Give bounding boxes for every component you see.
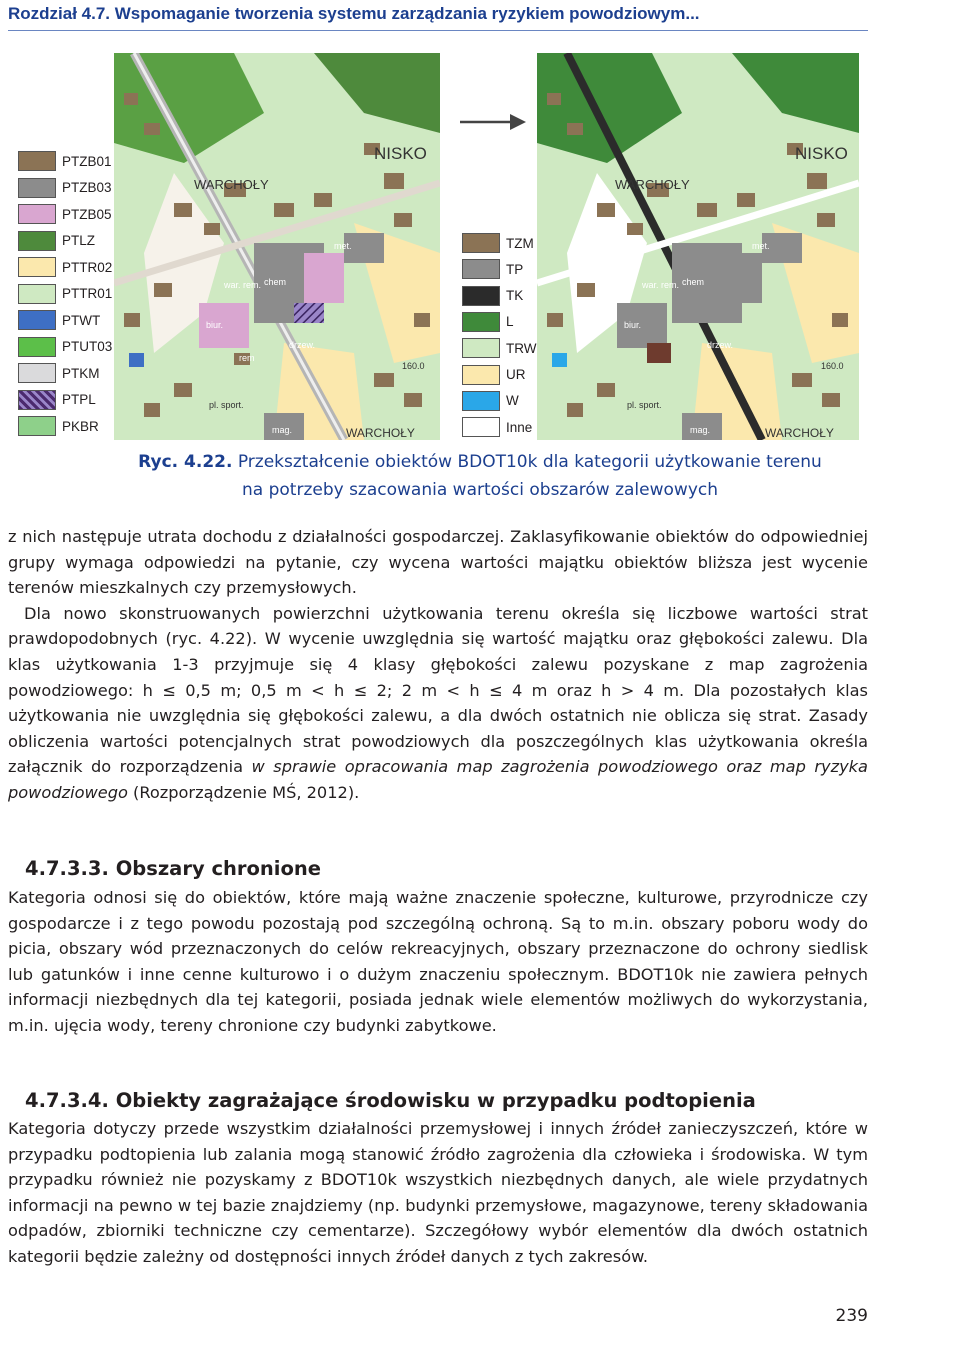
transform-arrow-icon	[460, 112, 526, 132]
village-label-2: WARCHOŁY	[346, 426, 415, 440]
legend-label: PTKM	[62, 365, 100, 381]
legend-swatch	[462, 391, 500, 411]
legend-item	[18, 389, 96, 411]
legend-swatch	[462, 312, 500, 332]
legend-label: L	[506, 314, 514, 330]
legend-item	[462, 258, 523, 280]
legend-item	[18, 362, 100, 384]
legend-swatch	[462, 338, 500, 358]
map-after	[537, 53, 859, 440]
legend-label: Inne	[506, 419, 533, 435]
legend-label: TRW	[506, 340, 537, 356]
caption-line-1: Przekształcenie obiektów BDOT10k dla kategorii użytkowanie terenu	[237, 452, 822, 472]
map-chem: chem	[682, 277, 705, 287]
legend-label: PKBR	[62, 418, 99, 434]
legend-label: TP	[506, 261, 524, 277]
legend-label: PTTR01	[62, 286, 113, 301]
legend-after	[462, 232, 540, 442]
legend-swatch	[18, 178, 56, 198]
legend-item	[18, 177, 112, 199]
map-met: met.	[752, 241, 770, 251]
legend-label: PTWT	[62, 312, 101, 328]
legend-swatch	[18, 416, 56, 436]
caption-line-2: na potrzeby szacowania wartości obszarów zalewowych	[242, 480, 718, 500]
legend-swatch	[18, 363, 56, 383]
legend-item	[462, 337, 537, 359]
legend-item	[462, 232, 534, 254]
map-sport: pl. sport.	[209, 400, 244, 410]
paragraph-2-end: (Rozporządzenie MŚ, 2012).	[127, 782, 360, 802]
legend-swatch	[462, 233, 500, 253]
legend-swatch	[462, 286, 500, 306]
legend-label: PTZB05	[62, 206, 112, 222]
map-drzew: drzew.	[707, 340, 734, 350]
regulation-title: w sprawie opracowania map zagrożenia powodziowego oraz map ryzyka powodziowego	[8, 757, 868, 802]
paragraph-1: z nich następuje utrata dochodu z działalności gospodarczej. Zaklasyfikowanie obiektów do odpowiedniej grupy wymaga odpowiedzi na pytanie, czy wycena wartości majątku obiektów bliższa jest wycenie terenów mieszkalnych czy przemysłowych.	[8, 527, 868, 598]
legend-before	[18, 150, 118, 440]
legend-swatch	[18, 231, 56, 251]
legend-item	[462, 311, 514, 333]
legend-swatch	[462, 417, 500, 437]
legend-label: PTUT03	[62, 339, 113, 354]
paragraph-2	[8, 601, 868, 806]
legend-item	[18, 203, 112, 225]
legend-swatch	[18, 151, 56, 171]
body-block-3	[8, 1116, 868, 1270]
legend-label: UR	[506, 367, 526, 382]
legend-item	[18, 283, 112, 305]
running-header: Rozdział 4.7. Wspomaganie tworzenia systemu zarządzania ryzykiem powodziowym...	[8, 4, 700, 23]
map-biur: biur.	[206, 320, 224, 330]
legend-swatch	[18, 257, 56, 277]
legend-item	[18, 415, 99, 437]
legend-label: PTLZ	[62, 233, 96, 248]
map-mag: mag.	[272, 425, 293, 435]
paragraph-4: Kategoria dotyczy przede wszystkim działalności przemysłowej i innych źródeł zanieczyszczeń, które w przypadku podtopienia lub zalania mogą stanowić źródło zagrożenia dla człowieka i środowiska. W tym przypadku również nie pozyskamy z BDOT10k wszystkich niezbędnych danych, ale wiele przydatnych informacji na pewno w tej bazie znajdziemy (np. budynki przemysłowe, magazynowe, tereny składowania odpadów, zbiorniki techniczne czy cementarze). Szczegółowy wybór elementów dla dwóch ostatnich kategorii będzie zależny od dostępności innych źródeł danych z tych zakresów.	[8, 1119, 868, 1266]
town-label: NISKO	[795, 144, 848, 163]
section-heading-obiekty: 4.7.3.4. Obiekty zagrażające środowisku w przypadku podtopienia	[25, 1089, 756, 1112]
village-label: WARCHOŁY	[615, 177, 690, 192]
village-label: WARCHOŁY	[194, 177, 269, 192]
legend-item	[462, 285, 523, 307]
map-drzew: drzew.	[289, 340, 316, 350]
elevation-label: 160.0	[402, 361, 425, 371]
paragraph-2-text: Dla nowo skonstruowanych powierzchni użytkowania terenu określa się liczbowe wartości strat prawdopodobnych (ryc. 4.22). W wycenie uwzględnia się wartość majątku oraz głębokości zalewu. Dla klas użytkowania 1-3 przyjmuje się 4 klasy głębokości zalewu pozyskane z map zagrożenia powodziowego: h ≤ 0,5 m; 0,5 m < h ≤ 2; 2 m < h ≤ 4 m oraz h > 4 m. Dla pozostałych klas użytkowania nie uwzględnia się głębokości zalewu, a dla dwóch ostatnich nie oblicza się strat. Zasady obliczenia wartości potencjalnych strat powodziowych dla poszczególnych klas użytkowania określa załącznik do rozporządzenia	[8, 603, 868, 777]
legend-item	[18, 256, 112, 278]
caption-number: Ryc. 4.22.	[138, 452, 233, 472]
legend-item	[18, 336, 112, 358]
legend-item	[18, 309, 100, 331]
map-before	[114, 53, 440, 440]
map-war-rem: war. rem.	[224, 280, 262, 290]
figure-caption	[0, 448, 960, 504]
header-rule	[8, 30, 868, 31]
map-chem: chem	[264, 277, 287, 287]
legend-swatch	[18, 204, 56, 224]
legend-label: PTPL	[62, 392, 96, 407]
legend-item	[462, 416, 532, 438]
legend-label: TZM	[506, 235, 534, 251]
legend-swatch	[18, 310, 56, 330]
legend-item	[18, 150, 112, 172]
map-rem: rem	[239, 353, 255, 363]
paragraph-3: Kategoria odnosi się do obiektów, które mają ważne znaczenie społeczne, kulturowe, przyrodnicze czy gospodarcze i z tego powodu pozostają pod szczególną ochroną. Są to m.in. obszary poboru wody do picia, obszary wód przeznaczonych do celów rekreacyjnych, obszary przeznaczone do ochrony siedlisk lub gatunków i inne cenne kulturowo i o dużym znaczeniu społecznym. BDOT10k nie zawiera pełnych informacji niezbędnych dla tej kategorii, posiada jednak wiele elementów możliwych do wykorzystania, m.in. ujęcia wody, tereny chronione czy budynki zabytkowe.	[8, 888, 868, 1035]
legend-swatch	[462, 365, 500, 385]
map-sport: pl. sport.	[627, 400, 662, 410]
body-block-2	[8, 885, 868, 1039]
legend-swatch	[18, 337, 56, 357]
legend-swatch	[18, 284, 56, 304]
legend-label: PTTR02	[62, 259, 113, 275]
legend-label: TK	[506, 288, 524, 304]
legend-label: W	[506, 393, 519, 409]
legend-item	[18, 230, 95, 252]
map-biur: biur.	[624, 320, 642, 330]
elevation-label: 160.0	[821, 361, 844, 371]
legend-item	[462, 390, 519, 412]
map-met: met.	[334, 241, 352, 251]
legend-swatch	[462, 259, 500, 279]
legend-swatch	[18, 390, 56, 410]
section-heading-obszary: 4.7.3.3. Obszary chronione	[25, 857, 321, 880]
legend-label: PTZB03	[62, 180, 112, 195]
town-label: NISKO	[374, 144, 427, 163]
map-mag: mag.	[690, 425, 711, 435]
page-number: 239	[835, 1306, 868, 1326]
map-war-rem: war. rem.	[642, 280, 680, 290]
legend-label: PTZB01	[62, 153, 112, 169]
legend-item	[462, 364, 526, 386]
body-block-1	[8, 524, 868, 806]
village-label-2: WARCHOŁY	[765, 426, 834, 440]
